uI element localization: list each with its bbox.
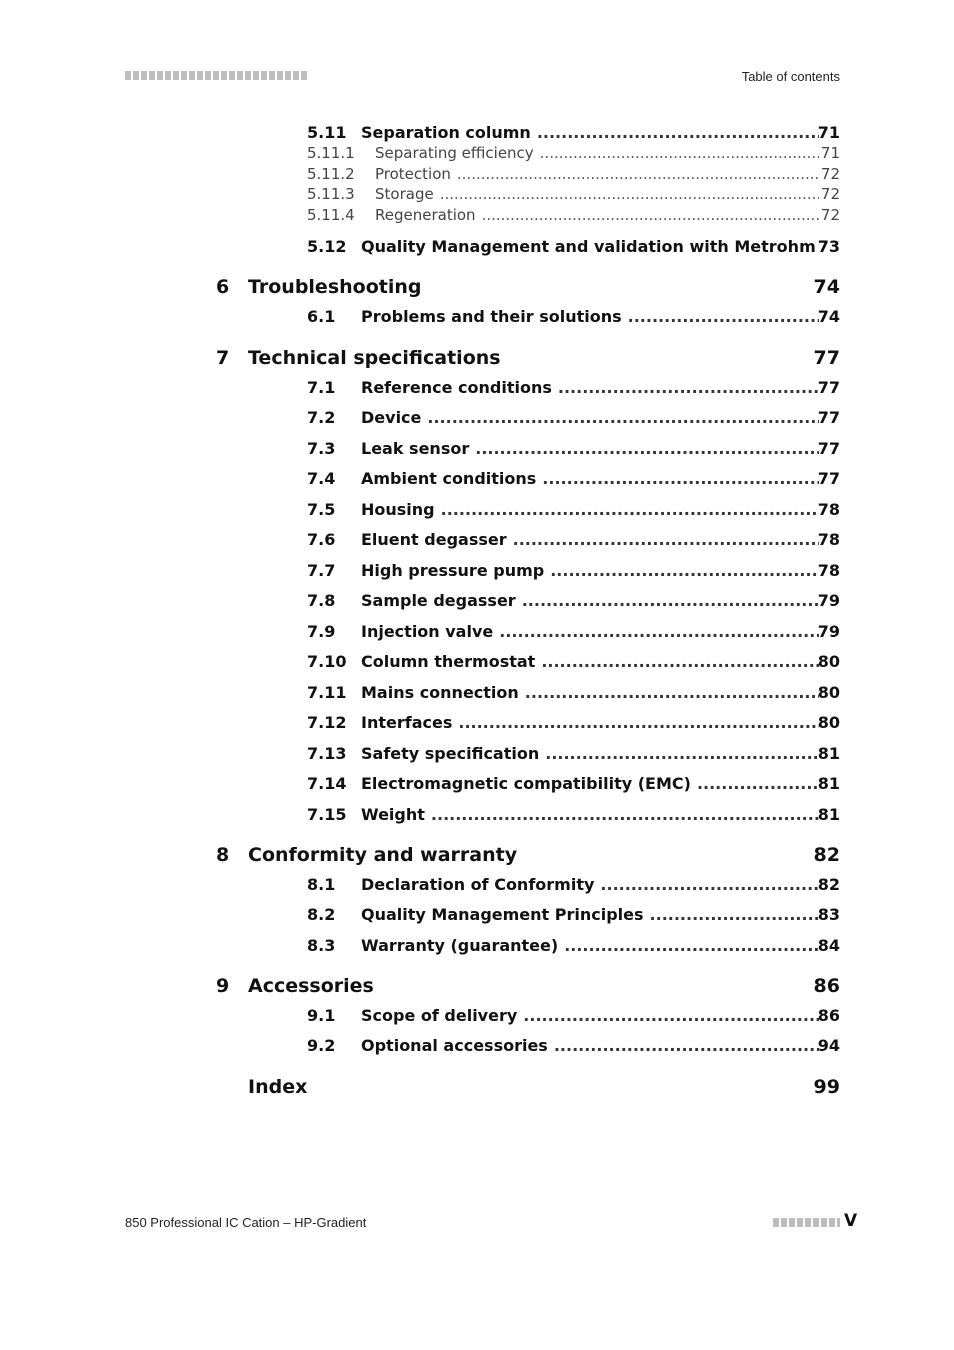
toc-subsection-entry[interactable] [0,165,954,185]
toc-section-entry[interactable] [0,1036,954,1058]
toc-entry-title-wrap [361,875,825,894]
toc-entry-title-wrap [375,185,825,203]
toc-section-entry[interactable] [0,713,954,735]
toc-entry-page: 82 [813,844,840,866]
toc-entry-page: 81 [817,744,840,763]
toc-section-entry[interactable] [0,237,954,259]
toc-entry-number: 9 [216,975,230,997]
toc-entry-title: Leak sensor [361,439,470,458]
toc-entry-title: Device [361,408,422,427]
toc-section-entry[interactable] [0,591,954,613]
toc-entry-page: 94 [817,1036,840,1055]
dot-leader [440,185,819,203]
dot-leader [427,408,819,427]
toc-section-entry[interactable] [0,469,954,491]
toc-entry-number: 6 [216,276,230,298]
toc-entry-title-wrap [361,439,825,458]
toc-entry-title-wrap [361,378,825,397]
toc-entry-title-wrap [361,1006,825,1025]
toc-entry-page: 74 [817,307,840,326]
toc-section-entry[interactable] [0,530,954,552]
toc-entry-number: 8 [216,844,230,866]
toc-entry-number: 7.1 [307,378,336,397]
toc-entry-title: Electromagnetic compatibility (EMC) [361,774,691,793]
toc-entry-title: Problems and their solutions [361,307,622,326]
toc-entry-page: 82 [817,875,840,894]
toc-entry-title-wrap [361,408,825,427]
toc-entry-number: 7.10 [307,652,347,671]
dot-leader [564,936,819,955]
toc-entry-number: 6.1 [307,307,336,326]
toc-entry-number: 8.1 [307,875,336,894]
dot-leader [431,805,819,824]
toc-entry-page: 99 [813,1076,840,1098]
toc-entry-number: 9.2 [307,1036,336,1055]
dot-leader [542,469,819,488]
toc-section-entry[interactable] [0,561,954,583]
toc-entry-number: 7.13 [307,744,347,763]
toc-entry-title: Injection valve [361,622,494,641]
toc-section-entry[interactable] [0,875,954,897]
toc-entry-page: 78 [817,530,840,549]
footer-page-number: V [844,1211,858,1231]
toc-entry-page: 79 [817,591,840,610]
dot-leader [628,307,819,326]
toc-entry-title: Accessories [248,975,374,997]
toc-entry-title: Protection [375,165,451,183]
toc-entry-title: Separating efficiency [375,144,534,162]
toc-entry-number: 7.4 [307,469,336,488]
dot-leader [600,875,819,894]
toc-section-entry[interactable] [0,622,954,644]
toc-entry-title-wrap [361,713,825,732]
toc-entry-title-wrap [361,774,825,793]
toc-section-entry[interactable] [0,307,954,329]
toc-section-entry[interactable] [0,805,954,827]
dot-leader [441,500,819,519]
toc-entry-title-wrap [361,591,825,610]
toc-entry-page: 81 [817,805,840,824]
toc-section-entry[interactable] [0,408,954,430]
toc-entry-title: Quality Management and validation with Metrohm [361,237,816,256]
toc-entry-number: 5.12 [307,237,347,256]
toc-entry-title-wrap [361,652,825,671]
dot-leader [522,591,819,610]
toc-entry-title: Separation column [361,123,531,142]
toc-entry-number: 5.11.1 [307,144,355,162]
toc-entry-number: 7.6 [307,530,336,549]
toc-entry-page: 78 [817,561,840,580]
toc-entry-page: 86 [813,975,840,997]
toc-entry-page: 71 [820,144,840,162]
toc-entry-title: Warranty (guarantee) [361,936,559,955]
toc-entry-page: 80 [817,652,840,671]
dot-leader [540,144,819,162]
toc-entry-title: Quality Management Principles [361,905,644,924]
toc-subsection-entry[interactable] [0,206,954,226]
dot-leader [558,378,819,397]
toc-entry-number: 7 [216,347,230,369]
toc-section-entry[interactable] [0,683,954,705]
dot-leader [525,683,819,702]
toc-entry-page: 83 [817,905,840,924]
toc-chapter-entry[interactable] [0,276,954,302]
dot-leader [554,1036,819,1055]
dot-leader [513,530,819,549]
toc-entry-title-wrap [361,683,825,702]
dot-leader [650,905,819,924]
toc-entry-title-wrap [375,144,825,162]
dot-leader [475,439,819,458]
toc-section-entry[interactable] [0,123,954,145]
toc-entry-title: Interfaces [361,713,453,732]
toc-entry-title: Housing [361,500,435,519]
dot-leader [537,123,819,142]
toc-entry-number: 9.1 [307,1006,336,1025]
toc-entry-title-wrap [361,123,825,142]
toc-entry-number: 5.11.3 [307,185,355,203]
toc-entry-title: Safety specification [361,744,540,763]
dot-leader [523,1006,819,1025]
toc-entry-page: 72 [820,206,840,224]
toc-chapter-entry[interactable] [0,975,954,1001]
toc-entry-number: 7.2 [307,408,336,427]
toc-section-entry[interactable] [0,744,954,766]
toc-chapter-entry[interactable] [0,347,954,373]
toc-entry-number: 7.11 [307,683,347,702]
toc-entry-title: Troubleshooting [248,276,422,298]
toc-entry-title-wrap [361,1036,825,1055]
toc-entry-number: 7.14 [307,774,347,793]
toc-entry-title: Column thermostat [361,652,536,671]
toc-entry-page: 79 [817,622,840,641]
toc-entry-number: 5.11.4 [307,206,355,224]
toc-entry-title: Ambient conditions [361,469,537,488]
toc-entry-number: 7.7 [307,561,336,580]
toc-section-entry[interactable] [0,378,954,400]
toc-entry-page: 81 [817,774,840,793]
toc-subsection-entry[interactable] [0,185,954,205]
toc-entry-page: 73 [817,237,840,256]
toc-entry-number: 7.15 [307,805,347,824]
toc-chapter-entry[interactable] [0,844,954,870]
toc-entry-title-wrap [375,206,825,224]
toc-entry-title: Storage [375,185,434,203]
footer-decoration [773,1218,840,1227]
toc-entry-page: 72 [820,165,840,183]
toc-entry-title: Mains connection [361,683,519,702]
dot-leader [457,165,819,183]
toc-entry-title-wrap [361,469,825,488]
toc-entry-title: Reference conditions [361,378,552,397]
toc-entry-number: 5.11 [307,123,347,142]
dot-leader [499,622,819,641]
toc-entry-title-wrap [361,805,825,824]
toc-entry-page: 77 [813,347,840,369]
toc-entry-title-wrap [361,744,825,763]
toc-subsection-entry[interactable] [0,144,954,164]
toc-entry-title: Declaration of Conformity [361,875,595,894]
toc-entry-number: 7.5 [307,500,336,519]
toc-section-entry[interactable] [0,905,954,927]
toc-entry-page: 77 [817,408,840,427]
toc-entry-page: 72 [820,185,840,203]
toc-entry-title: Index [248,1076,308,1098]
toc-entry-page: 74 [813,276,840,298]
toc-entry-title-wrap [361,530,825,549]
toc-entry-title: Conformity and warranty [248,844,518,866]
header-decoration [125,71,307,80]
toc-entry-title: High pressure pump [361,561,545,580]
toc-entry-number: 8.3 [307,936,336,955]
toc-entry-title: Optional accessories [361,1036,548,1055]
toc-entry-page: 80 [817,683,840,702]
toc-entry-page: 71 [817,123,840,142]
toc-entry-page: 77 [817,469,840,488]
toc-entry-number: 7.3 [307,439,336,458]
toc-section-entry[interactable] [0,500,954,522]
toc-entry-title-wrap [361,936,825,955]
toc-entry-number: 8.2 [307,905,336,924]
toc-entry-title: Regeneration [375,206,476,224]
toc-entry-title-wrap [375,165,825,183]
toc-entry-page: 84 [817,936,840,955]
toc-entry-title: Technical specifications [248,347,501,369]
toc-section-entry[interactable] [0,652,954,674]
toc-entry-title: Weight [361,805,425,824]
toc-section-entry[interactable] [0,936,954,958]
toc-entry-title-wrap [361,237,825,256]
toc-entry-title-wrap [361,561,825,580]
toc-entry-number: 5.11.2 [307,165,355,183]
toc-entry-page: 77 [817,439,840,458]
toc-entry-title-wrap [361,307,825,326]
toc-entry-title: Sample degasser [361,591,516,610]
toc-entry-title-wrap [361,905,825,924]
toc-entry-page: 77 [817,378,840,397]
footer-document-title: 850 Professional IC Cation – HP-Gradient [125,1215,367,1230]
toc-section-entry[interactable] [0,439,954,461]
toc-entry-page: 80 [817,713,840,732]
dot-leader [541,652,819,671]
toc-entry-number: 7.9 [307,622,336,641]
toc-entry-title-wrap [361,622,825,641]
dot-leader [458,713,819,732]
dot-leader [545,744,819,763]
toc-entry-title-wrap [361,500,825,519]
toc-section-entry[interactable] [0,1006,954,1028]
toc-entry-title: Scope of delivery [361,1006,518,1025]
running-header-title: Table of contents [741,69,840,84]
toc-entry-number: 7.12 [307,713,347,732]
toc-entry-page: 78 [817,500,840,519]
dot-leader [550,561,819,580]
toc-entry-number: 7.8 [307,591,336,610]
toc-entry-page: 86 [817,1006,840,1025]
toc-chapter-entry[interactable] [0,1076,954,1102]
dot-leader [482,206,819,224]
toc-section-entry[interactable] [0,774,954,796]
toc-entry-title: Eluent degasser [361,530,507,549]
